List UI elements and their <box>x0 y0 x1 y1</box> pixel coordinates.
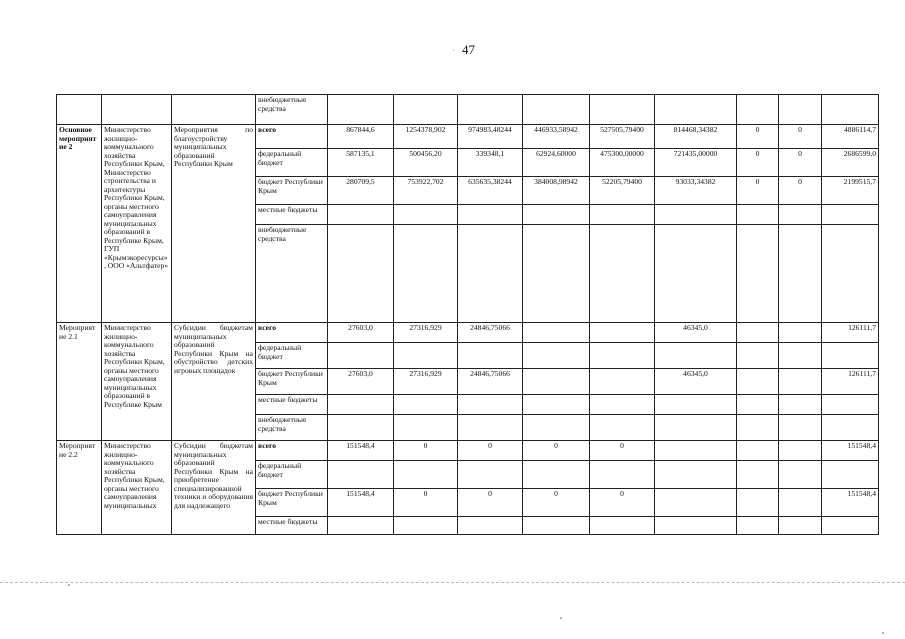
year-value-cell <box>523 395 590 415</box>
year-value-cell <box>737 323 779 343</box>
year-value-cell: 0 <box>779 125 822 149</box>
year-value-cell: 0 <box>523 489 590 517</box>
total-value-cell: 2199515,7 <box>822 177 879 205</box>
page-number: 47 <box>462 42 475 57</box>
year-value-cell: 62924,60000 <box>523 149 590 177</box>
year-value-cell <box>394 395 458 415</box>
year-value-cell <box>458 461 523 489</box>
year-value-cell <box>590 369 655 395</box>
description-cell <box>172 95 256 125</box>
table-row <box>57 95 879 125</box>
year-value-cell <box>523 343 590 369</box>
total-value-cell <box>822 343 879 369</box>
year-value-cell: 27603,0 <box>328 323 394 343</box>
year-value-cell: 52205,79400 <box>590 177 655 205</box>
executor-cell: Министерство жилищно-коммунального хозяйства Республики Крым, органы местного самоуправления муниципальных образований в Республике Крым <box>102 323 172 441</box>
total-value-cell <box>822 205 879 225</box>
year-value-cell <box>328 343 394 369</box>
year-value-cell <box>737 441 779 461</box>
scan-speck <box>560 617 562 619</box>
year-value-cell: 0 <box>779 177 822 205</box>
funding-source-cell: местные бюджеты <box>256 205 328 225</box>
year-value-cell <box>779 441 822 461</box>
measure-name-cell <box>57 95 102 125</box>
funding-source-cell: всего <box>256 125 328 149</box>
total-value-cell <box>822 415 879 441</box>
measure-name-cell: Основное мероприятие 2 <box>57 125 102 323</box>
year-value-cell <box>328 395 394 415</box>
year-value-cell <box>394 415 458 441</box>
year-value-cell <box>779 517 822 535</box>
year-value-cell: 475300,00000 <box>590 149 655 177</box>
year-value-cell <box>737 395 779 415</box>
year-value-cell <box>655 95 737 125</box>
funding-source-cell: всего <box>256 323 328 343</box>
year-value-cell <box>394 343 458 369</box>
year-value-cell <box>779 323 822 343</box>
total-value-cell <box>822 95 879 125</box>
year-value-cell <box>458 225 523 323</box>
year-value-cell: 814468,34382 <box>655 125 737 149</box>
funding-source-cell: бюджет Республики Крым <box>256 177 328 205</box>
measure-name-cell: Мероприятие 2.2 <box>57 441 102 535</box>
year-value-cell: 0 <box>737 149 779 177</box>
year-value-cell <box>523 461 590 489</box>
year-value-cell <box>590 225 655 323</box>
funding-source-cell: федеральный бюджет <box>256 461 328 489</box>
year-value-cell <box>458 517 523 535</box>
year-value-cell: 46345,0 <box>655 323 737 343</box>
description-cell: Мероприятия по благоустройству муниципальных образований Республики Крым <box>172 125 256 323</box>
funding-source-cell: внебюджетные средства <box>256 415 328 441</box>
year-value-cell <box>655 343 737 369</box>
year-value-cell <box>779 461 822 489</box>
table-row <box>57 441 879 461</box>
year-value-cell <box>590 205 655 225</box>
year-value-cell <box>737 461 779 489</box>
scan-speck <box>68 584 70 586</box>
year-value-cell <box>655 415 737 441</box>
year-value-cell <box>523 369 590 395</box>
year-value-cell <box>737 343 779 369</box>
year-value-cell <box>328 205 394 225</box>
total-value-cell <box>822 461 879 489</box>
year-value-cell <box>523 205 590 225</box>
year-value-cell <box>328 517 394 535</box>
year-value-cell: 280709,5 <box>328 177 394 205</box>
year-value-cell: 24846,75066 <box>458 369 523 395</box>
executor-cell: Министерство жилищно-коммунального хозяйства Республики Крым, органы местного самоуправления муниципальных <box>102 441 172 535</box>
funding-source-cell: бюджет Республики Крым <box>256 369 328 395</box>
total-value-cell: 2686599,0 <box>822 149 879 177</box>
year-value-cell <box>737 369 779 395</box>
total-value-cell <box>822 395 879 415</box>
year-value-cell <box>779 205 822 225</box>
year-value-cell <box>779 343 822 369</box>
year-value-cell <box>394 95 458 125</box>
year-value-cell: 500456,20 <box>394 149 458 177</box>
year-value-cell <box>737 225 779 323</box>
year-value-cell: 24846,75066 <box>458 323 523 343</box>
year-value-cell: 0 <box>737 177 779 205</box>
year-value-cell <box>737 205 779 225</box>
year-value-cell: 339348,1 <box>458 149 523 177</box>
year-value-cell <box>394 225 458 323</box>
year-value-cell <box>655 489 737 517</box>
executor-cell <box>102 95 172 125</box>
year-value-cell: 974983,48244 <box>458 125 523 149</box>
year-value-cell <box>779 395 822 415</box>
total-value-cell <box>822 517 879 535</box>
year-value-cell <box>523 415 590 441</box>
year-value-cell: 0 <box>590 489 655 517</box>
year-value-cell <box>655 205 737 225</box>
year-value-cell <box>590 343 655 369</box>
year-value-cell: 151548,4 <box>328 441 394 461</box>
year-value-cell <box>394 517 458 535</box>
year-value-cell <box>655 395 737 415</box>
scan-edge-line <box>0 582 905 583</box>
budget-table <box>56 94 879 535</box>
year-value-cell: 46345,0 <box>655 369 737 395</box>
year-value-cell <box>458 95 523 125</box>
year-value-cell <box>458 395 523 415</box>
year-value-cell: 753922,702 <box>394 177 458 205</box>
year-value-cell: 27316,929 <box>394 323 458 343</box>
year-value-cell <box>394 205 458 225</box>
executor-cell: Министерство жилищно-коммунального хозяйства Республики Крым, Министерство строительства и архитектуры Республики Крым, органы местного самоуправления муниципальных образований в Республике Крым, ГУП «Крымэкоресурсы», ООО «Альтфатер» <box>102 125 172 323</box>
year-value-cell <box>458 205 523 225</box>
year-value-cell <box>328 95 394 125</box>
year-value-cell <box>655 441 737 461</box>
year-value-cell: 0 <box>394 489 458 517</box>
year-value-cell: 527505,79400 <box>590 125 655 149</box>
year-value-cell <box>394 461 458 489</box>
year-value-cell: 384008,98942 <box>523 177 590 205</box>
funding-source-cell: бюджет Республики Крым <box>256 489 328 517</box>
year-value-cell <box>523 225 590 323</box>
funding-source-cell: внебюджетные средства <box>256 225 328 323</box>
year-value-cell <box>590 415 655 441</box>
year-value-cell <box>328 461 394 489</box>
year-value-cell <box>523 517 590 535</box>
table-row <box>57 125 879 149</box>
year-value-cell: 27316,929 <box>394 369 458 395</box>
year-value-cell <box>779 489 822 517</box>
year-value-cell <box>737 415 779 441</box>
year-value-cell: 587135,1 <box>328 149 394 177</box>
year-value-cell <box>655 461 737 489</box>
year-value-cell <box>328 225 394 323</box>
year-value-cell: 1254378,902 <box>394 125 458 149</box>
scan-tick-mark: · <box>452 46 455 55</box>
year-value-cell <box>779 415 822 441</box>
year-value-cell: 0 <box>737 125 779 149</box>
measure-name-cell: Мероприятие 2.1 <box>57 323 102 441</box>
total-value-cell: 151548,4 <box>822 489 879 517</box>
total-value-cell <box>822 225 879 323</box>
year-value-cell: 446933,58942 <box>523 125 590 149</box>
year-value-cell: 0 <box>523 441 590 461</box>
total-value-cell: 126111,7 <box>822 369 879 395</box>
year-value-cell: 0 <box>458 489 523 517</box>
year-value-cell <box>655 225 737 323</box>
scan-speck <box>882 632 884 634</box>
year-value-cell <box>458 415 523 441</box>
funding-source-cell: федеральный бюджет <box>256 149 328 177</box>
year-value-cell: 0 <box>779 149 822 177</box>
year-value-cell <box>737 517 779 535</box>
year-value-cell <box>590 395 655 415</box>
year-value-cell <box>590 95 655 125</box>
total-value-cell: 4886114,7 <box>822 125 879 149</box>
year-value-cell <box>779 95 822 125</box>
year-value-cell <box>590 323 655 343</box>
year-value-cell: 0 <box>394 441 458 461</box>
year-value-cell <box>737 489 779 517</box>
table-body <box>57 95 879 535</box>
year-value-cell: 0 <box>590 441 655 461</box>
funding-source-cell: федеральный бюджет <box>256 343 328 369</box>
total-value-cell: 151548,4 <box>822 441 879 461</box>
year-value-cell: 635635,38244 <box>458 177 523 205</box>
funding-source-cell: внебюджетные средства <box>256 95 328 125</box>
year-value-cell: 27603,0 <box>328 369 394 395</box>
year-value-cell: 721435,00000 <box>655 149 737 177</box>
funding-source-cell: местные бюджеты <box>256 517 328 535</box>
year-value-cell <box>737 95 779 125</box>
year-value-cell <box>590 461 655 489</box>
description-cell: Субсидии бюджетам муниципальных образований Республики Крым на обустройство детских игровых площадок <box>172 323 256 441</box>
year-value-cell <box>779 225 822 323</box>
year-value-cell <box>328 415 394 441</box>
year-value-cell <box>458 343 523 369</box>
year-value-cell: 0 <box>458 441 523 461</box>
year-value-cell <box>779 369 822 395</box>
funding-source-cell: местные бюджеты <box>256 395 328 415</box>
year-value-cell <box>655 517 737 535</box>
description-cell: Субсидии бюджетам муниципальных образований Республики Крым на приобретение специализированной техники и оборудования для надлежащего <box>172 441 256 535</box>
total-value-cell: 126111,7 <box>822 323 879 343</box>
funding-source-cell: всего <box>256 441 328 461</box>
year-value-cell <box>590 517 655 535</box>
year-value-cell: 867844,6 <box>328 125 394 149</box>
year-value-cell <box>523 323 590 343</box>
year-value-cell: 93033,34382 <box>655 177 737 205</box>
table-row <box>57 323 879 343</box>
year-value-cell: 151548,4 <box>328 489 394 517</box>
year-value-cell <box>523 95 590 125</box>
